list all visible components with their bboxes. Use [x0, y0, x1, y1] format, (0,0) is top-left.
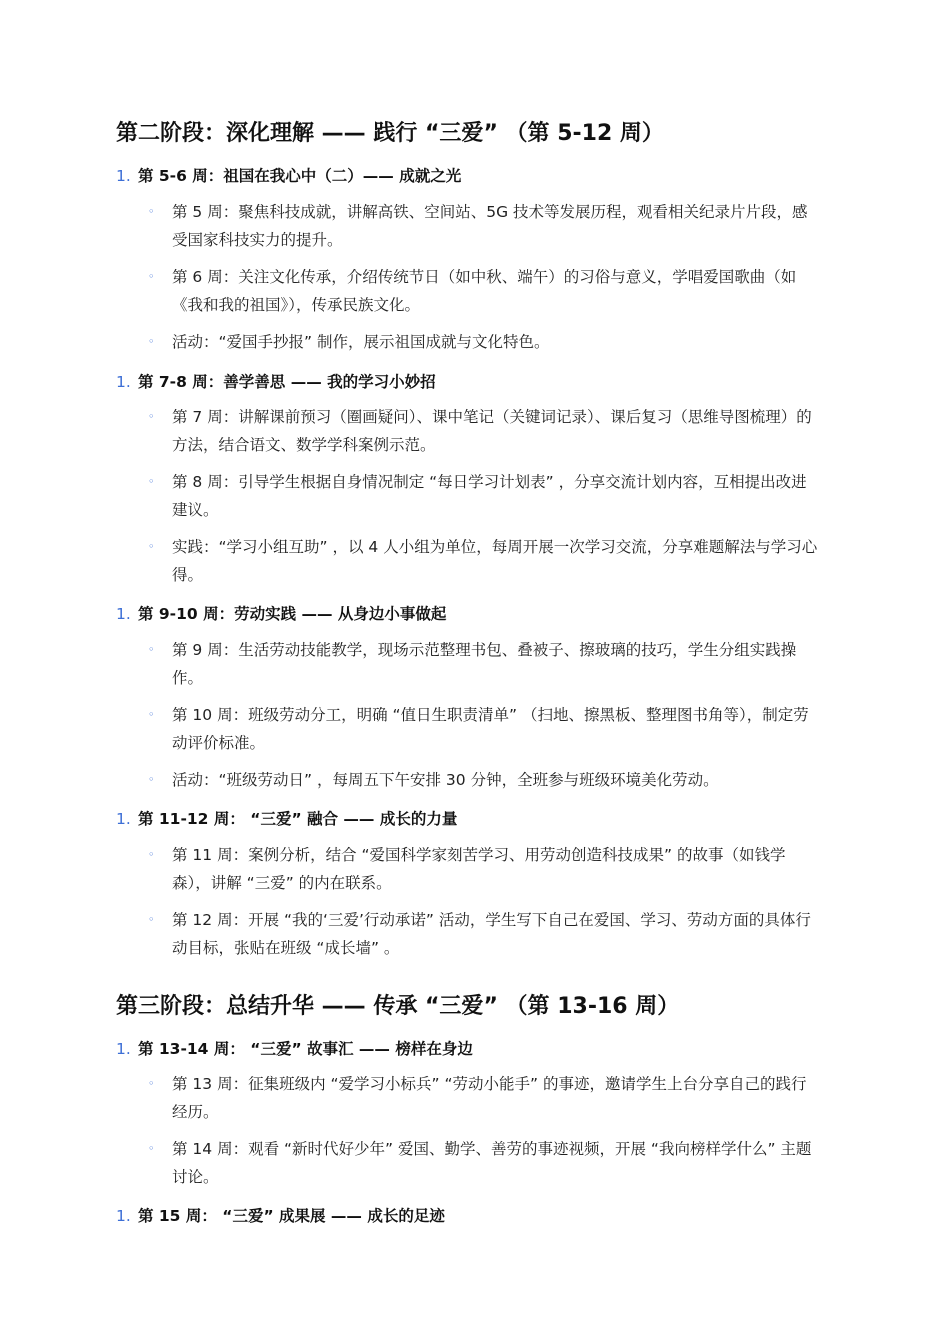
week-title: 第 11-12 周： “三爱” 融合 —— 成长的力量: [138, 810, 458, 828]
list-number: 1.: [116, 1040, 131, 1058]
list-item: [148, 906, 818, 962]
bullet-icon: ◦: [148, 475, 155, 488]
stage2-week4-heading: [116, 807, 457, 829]
list-item: [148, 1070, 818, 1126]
item-text: 第 10 周：班级劳动分工，明确 “值日生职责清单” （扫地、擦黑板、整理图书角等），制定劳动评价标准。: [172, 706, 809, 752]
stage2-title: 第二阶段：深化理解 —— 践行 “三爱” （第 5-12 周）: [116, 121, 664, 146]
list-number: 1.: [116, 1207, 131, 1225]
bullet-icon: ◦: [148, 410, 155, 423]
stage2-week1-heading: [116, 164, 461, 186]
list-number: 1.: [116, 810, 131, 828]
item-text: 第 12 周：开展 “我的‘三爱’行动承诺” 活动，学生写下自己在爱国、学习、劳动方面的具体行动目标，张贴在班级 “成长墙” 。: [172, 911, 811, 957]
bullet-icon: ◦: [148, 848, 155, 861]
week-title: 第 13-14 周： “三爱” 故事汇 —— 榜样在身边: [138, 1040, 473, 1058]
item-text: 第 7 周：讲解课前预习（圈画疑问）、课中笔记（关键词记录）、课后复习（思维导图梳理）的方法，结合语文、数学学科案例示范。: [172, 408, 812, 454]
week-title: 第 15 周： “三爱” 成果展 —— 成长的足迹: [138, 1207, 445, 1225]
list-item: [148, 198, 818, 254]
bullet-icon: ◦: [148, 1077, 155, 1090]
bullet-icon: ◦: [148, 643, 155, 656]
stage3-week2-heading: [116, 1204, 445, 1226]
stage3-week1-heading: [116, 1037, 473, 1059]
item-text: 活动：“班级劳动日” ，每周五下午安排 30 分钟，全班参与班级环境美化劳动。: [172, 771, 719, 789]
list-item: [148, 1135, 818, 1191]
stage2-week3-heading: [116, 602, 446, 624]
list-item: [148, 841, 818, 897]
week-title: 第 7-8 周：善学善思 —— 我的学习小妙招: [138, 373, 436, 391]
item-text: 实践：“学习小组互助” ，以 4 人小组为单位，每周开展一次学习交流，分享难题解法与学习心得。: [172, 538, 818, 584]
list-number: 1.: [116, 167, 131, 185]
bullet-icon: ◦: [148, 708, 155, 721]
bullet-icon: ◦: [148, 773, 155, 786]
bullet-icon: ◦: [148, 1142, 155, 1155]
item-text: 第 6 周：关注文化传承，介绍传统节日（如中秋、端午）的习俗与意义，学唱爱国歌曲（如《我和我的祖国》），传承民族文化。: [172, 268, 797, 314]
bullet-icon: ◦: [148, 913, 155, 926]
week-title: 第 9-10 周：劳动实践 —— 从身边小事做起: [138, 605, 447, 623]
list-item: [148, 533, 818, 589]
item-text: 活动：“爱国手抄报” 制作，展示祖国成就与文化特色。: [172, 333, 550, 351]
list-item: [148, 636, 818, 692]
item-text: 第 11 周：案例分析，结合 “爱国科学家刻苦学习、用劳动创造科技成果” 的故事（如钱学森），讲解 “三爱” 的内在联系。: [172, 846, 786, 892]
stage2-week2-heading: [116, 370, 436, 392]
list-item: [148, 403, 818, 459]
list-number: 1.: [116, 605, 131, 623]
bullet-icon: ◦: [148, 270, 155, 283]
week-title: 第 5-6 周：祖国在我心中（二）—— 成就之光: [138, 167, 462, 185]
item-text: 第 9 周：生活劳动技能教学，现场示范整理书包、叠被子、擦玻璃的技巧，学生分组实践操作。: [172, 641, 797, 687]
item-text: 第 13 周：征集班级内 “爱学习小标兵” “劳动小能手” 的事迹，邀请学生上台分享自己的践行经历。: [172, 1075, 807, 1121]
list-item: [148, 328, 818, 356]
list-item: [148, 701, 818, 757]
list-item: [148, 263, 818, 319]
item-text: 第 14 周：观看 “新时代好少年” 爱国、勤学、善劳的事迹视频，开展 “我向榜样学什么” 主题讨论。: [172, 1140, 812, 1186]
list-item: [148, 766, 818, 794]
list-item: [148, 468, 818, 524]
bullet-icon: ◦: [148, 540, 155, 553]
item-text: 第 8 周：引导学生根据自身情况制定 “每日学习计划表” ，分享交流计划内容，互相提出改进建议。: [172, 473, 807, 519]
item-text: 第 5 周：聚焦科技成就，讲解高铁、空间站、5G 技术等发展历程，观看相关纪录片片段，感受国家科技实力的提升。: [172, 203, 808, 249]
bullet-icon: ◦: [148, 335, 155, 348]
list-number: 1.: [116, 373, 131, 391]
stage3-title: 第三阶段：总结升华 —— 传承 “三爱” （第 13-16 周）: [116, 994, 680, 1019]
bullet-icon: ◦: [148, 205, 155, 218]
